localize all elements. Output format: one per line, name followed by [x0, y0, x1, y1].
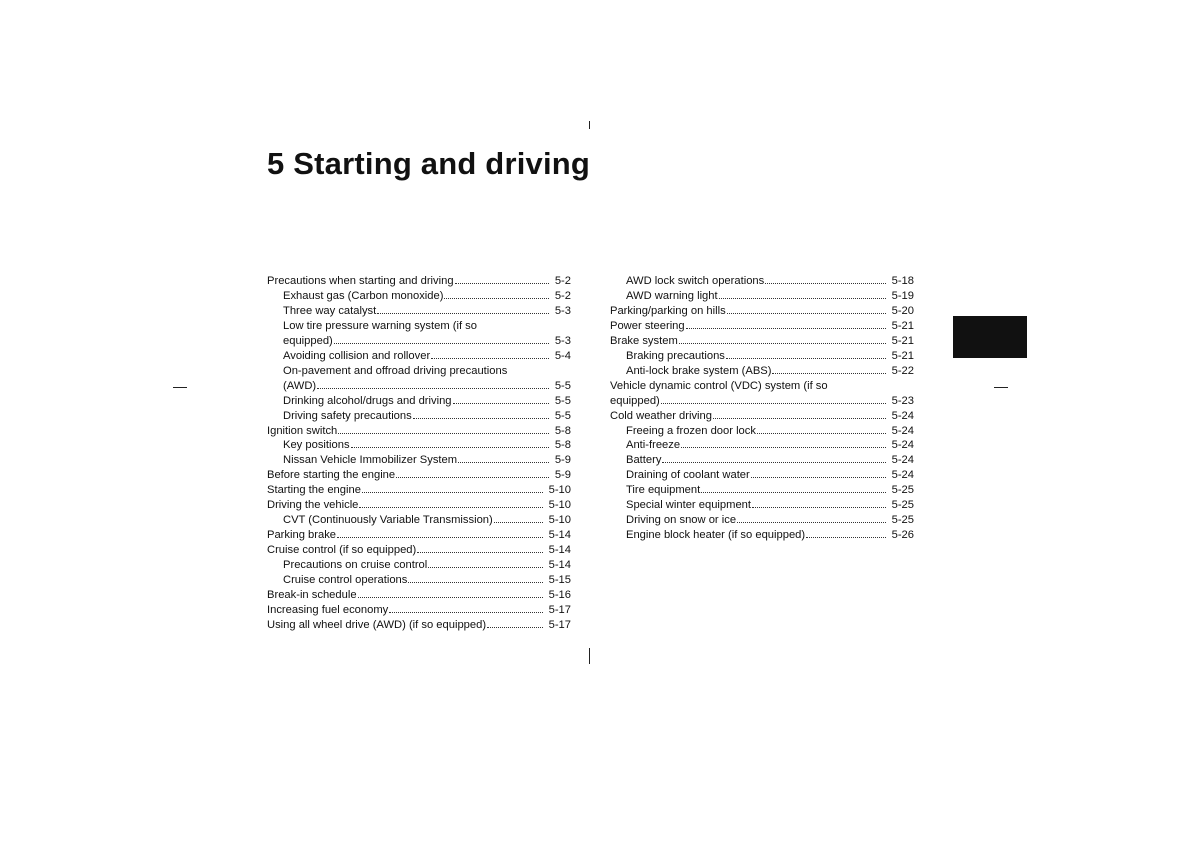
- toc-entry-page: 5-25: [891, 484, 914, 497]
- toc-dot-leader: [358, 597, 543, 598]
- toc-entry[interactable]: [267, 364, 571, 394]
- toc-entry-page: 5-17: [548, 603, 571, 616]
- toc-dot-leader: [679, 343, 886, 344]
- toc-entry-page: 5-9: [554, 469, 571, 482]
- toc-entry-title: Freeing a frozen door lock: [626, 424, 756, 437]
- toc-entry-title: Driving on snow or ice: [626, 514, 737, 527]
- toc-entry-title: AWD lock switch operations: [626, 275, 765, 287]
- toc-entry[interactable]: [610, 349, 914, 364]
- toc-entry-title: AWD warning light: [626, 289, 718, 302]
- toc-entry-page: 5-2: [554, 289, 571, 302]
- toc-entry-title: Driving the vehicle: [267, 499, 359, 512]
- toc-entry-title-first-line: On-pavement and offroad driving precautions: [283, 364, 508, 377]
- toc-entry-page: 5-20: [891, 304, 914, 317]
- toc-entry-title: Battery: [626, 454, 662, 467]
- toc-entry-page: 5-4: [554, 349, 571, 362]
- crop-mark-left: [173, 387, 187, 388]
- toc-dot-leader: [727, 313, 886, 314]
- toc-entry[interactable]: [267, 453, 571, 468]
- toc-entry[interactable]: [267, 483, 571, 498]
- toc-entry-title: Cruise control (if so equipped): [267, 544, 417, 557]
- toc-entry[interactable]: [267, 274, 571, 289]
- toc-entry[interactable]: [610, 468, 914, 483]
- toc-entry[interactable]: [267, 558, 571, 573]
- toc-entry[interactable]: [267, 304, 571, 319]
- toc-entry-title: Cruise control operations: [283, 574, 408, 587]
- toc-entry[interactable]: [267, 588, 571, 603]
- toc-entry-title: Using all wheel drive (AWD) (if so equipped): [267, 618, 487, 631]
- toc-entry-title: Brake system: [610, 334, 678, 347]
- chapter-tab-marker: [953, 316, 1027, 358]
- toc-dot-leader: [428, 567, 542, 568]
- toc-entry[interactable]: [267, 319, 571, 349]
- toc-entry[interactable]: [610, 483, 914, 498]
- toc-entry[interactable]: [610, 319, 914, 334]
- toc-entry[interactable]: [267, 349, 571, 364]
- toc-entry-title: Parking brake: [267, 529, 337, 542]
- toc-dot-leader: [362, 492, 543, 493]
- toc-entry[interactable]: [610, 334, 914, 349]
- toc-dot-leader: [396, 477, 549, 478]
- toc-entry-title: Anti-freeze: [626, 439, 681, 452]
- toc-entry-page: 5-14: [548, 544, 571, 557]
- toc-entry-page: 5-9: [554, 454, 571, 467]
- toc-entry[interactable]: [610, 379, 914, 409]
- toc-entry[interactable]: [267, 468, 571, 483]
- toc-entry-page: 5-25: [891, 499, 914, 512]
- toc-entry[interactable]: [267, 618, 571, 633]
- toc-entry[interactable]: [267, 438, 571, 453]
- toc-dot-leader: [661, 403, 886, 404]
- toc-entry-title: Braking precautions: [626, 349, 725, 362]
- toc-entry-page: 5-26: [891, 529, 914, 542]
- toc-entry-title-first-line: Low tire pressure warning system (if so: [283, 319, 477, 332]
- toc-entry-title: Key positions: [283, 439, 350, 452]
- toc-dot-leader: [389, 612, 542, 613]
- toc-entry[interactable]: [267, 528, 571, 543]
- toc-entry-title: Break-in schedule: [267, 589, 357, 602]
- toc-entry-page: 5-19: [891, 289, 914, 302]
- toc-entry-title: Special winter equipment: [626, 499, 751, 512]
- toc-dot-leader: [772, 373, 885, 374]
- toc-entry-page: 5-8: [554, 439, 571, 452]
- toc-dot-leader: [681, 447, 885, 448]
- toc-entry-title: Precautions when starting and driving: [267, 275, 454, 287]
- toc-dot-leader: [806, 537, 885, 538]
- toc-entry-page: 5-23: [891, 394, 914, 407]
- toc-entry[interactable]: [267, 424, 571, 439]
- toc-dot-leader: [338, 433, 549, 434]
- toc-dot-leader: [713, 418, 886, 419]
- toc-entry[interactable]: [610, 364, 914, 379]
- toc-entry-title: Tire equipment: [626, 484, 701, 497]
- toc-dot-leader: [494, 522, 543, 523]
- toc-entry[interactable]: [610, 409, 914, 424]
- toc-entry-page: 5-21: [891, 319, 914, 332]
- toc-entry-page: 5-10: [548, 484, 571, 497]
- toc-entry-title: Three way catalyst: [283, 304, 377, 317]
- crop-mark-top: [589, 121, 590, 129]
- toc-entry-page: 5-24: [891, 439, 914, 452]
- toc-entry[interactable]: [610, 304, 914, 319]
- toc-entry[interactable]: [610, 513, 914, 528]
- toc-entry[interactable]: [267, 394, 571, 409]
- toc-entry-page: 5-21: [891, 349, 914, 362]
- toc-entry-title: Anti-lock brake system (ABS): [626, 364, 772, 377]
- toc-entry[interactable]: [610, 438, 914, 453]
- toc-entry-title: equipped): [610, 394, 660, 407]
- toc-dot-leader: [757, 433, 886, 434]
- toc-entry-page: 5-10: [548, 499, 571, 512]
- toc-entry-page: 5-14: [548, 529, 571, 542]
- toc-dot-leader: [719, 298, 886, 299]
- toc-entry-title: Starting the engine: [267, 484, 361, 497]
- toc-entry-page: 5-3: [554, 334, 571, 347]
- toc-entry[interactable]: [267, 573, 571, 588]
- toc-dot-leader: [726, 358, 886, 359]
- toc-dot-leader: [431, 358, 549, 359]
- crop-mark-right: [994, 387, 1008, 388]
- chapter-title: 5 Starting and driving: [267, 146, 591, 181]
- toc-entry-page: 5-15: [548, 574, 571, 587]
- toc-entry-page: 5-5: [554, 394, 571, 407]
- toc-entry-title: Exhaust gas (Carbon monoxide): [283, 289, 444, 302]
- toc-entry[interactable]: [267, 543, 571, 558]
- toc-entry-page: 5-25: [891, 514, 914, 527]
- toc-dot-leader: [359, 507, 542, 508]
- toc-entry[interactable]: [610, 453, 914, 468]
- toc-entry-title: Avoiding collision and rollover: [283, 349, 431, 362]
- toc-entry-title: CVT (Continuously Variable Transmission): [283, 514, 493, 527]
- toc-entry[interactable]: [267, 409, 571, 424]
- toc-entry[interactable]: [267, 498, 571, 513]
- toc-entry-page: 5-21: [891, 334, 914, 347]
- toc-entry-page: 5-22: [891, 364, 914, 377]
- toc-entry-title: Drinking alcohol/drugs and driving: [283, 394, 452, 407]
- toc-entry-page: 5-14: [548, 559, 571, 572]
- toc-entry[interactable]: [267, 603, 571, 618]
- toc-dot-leader: [701, 492, 885, 493]
- toc-dot-leader: [751, 477, 886, 478]
- toc-entry-title: Ignition switch: [267, 424, 338, 437]
- toc-entry-title: Nissan Vehicle Immobilizer System: [283, 454, 458, 467]
- toc-column-right: [610, 274, 914, 543]
- toc-entry-title: Draining of coolant water: [626, 469, 750, 482]
- toc-entry-title: Before starting the engine: [267, 469, 396, 482]
- toc-dot-leader: [487, 627, 543, 628]
- toc-entry-title: Precautions on cruise control: [283, 559, 428, 572]
- toc-dot-leader: [417, 552, 542, 553]
- toc-dot-leader: [752, 507, 886, 508]
- toc-entry[interactable]: [610, 424, 914, 439]
- crop-mark-bottom: [589, 648, 590, 664]
- toc-dot-leader: [317, 388, 549, 389]
- toc-entry-page: 5-2: [554, 275, 571, 287]
- toc-entry-title: Driving safety precautions: [283, 409, 412, 422]
- toc-dot-leader: [408, 582, 542, 583]
- toc-entry-title: Cold weather driving: [610, 409, 712, 422]
- toc-entry[interactable]: [610, 528, 914, 543]
- toc-dot-leader: [686, 328, 886, 329]
- toc-dot-leader: [737, 522, 886, 523]
- toc-dot-leader: [458, 462, 549, 463]
- toc-dot-leader: [413, 418, 549, 419]
- toc-entry-title-first-line: Vehicle dynamic control (VDC) system (if so: [610, 379, 828, 392]
- toc-entry-title: Engine block heater (if so equipped): [626, 529, 806, 542]
- toc-entry[interactable]: [267, 513, 571, 528]
- toc-entry-page: 5-24: [891, 424, 914, 437]
- toc-dot-leader: [377, 313, 549, 314]
- toc-entry-title: (AWD): [283, 379, 317, 392]
- toc-entry[interactable]: [610, 498, 914, 513]
- toc-dot-leader: [334, 343, 549, 344]
- toc-dot-leader: [444, 298, 548, 299]
- toc-entry-page: 5-5: [554, 379, 571, 392]
- toc-entry[interactable]: [267, 289, 571, 304]
- toc-dot-leader: [453, 403, 549, 404]
- toc-entry-page: 5-3: [554, 304, 571, 317]
- toc-entry-page: 5-18: [891, 275, 914, 287]
- toc-entry-title: Parking/parking on hills: [610, 304, 726, 317]
- toc-dot-leader: [337, 537, 543, 538]
- toc-dot-leader: [455, 283, 549, 284]
- toc-entry-title: equipped): [283, 334, 333, 347]
- toc-dot-leader: [765, 283, 885, 284]
- toc-entry[interactable]: [610, 274, 914, 289]
- toc-entry-page: 5-8: [554, 424, 571, 437]
- toc-entry-page: 5-10: [548, 514, 571, 527]
- toc-entry-page: 5-17: [548, 618, 571, 631]
- toc-entry-page: 5-24: [891, 469, 914, 482]
- toc-entry-title: Power steering: [610, 319, 685, 332]
- toc-entry[interactable]: [610, 289, 914, 304]
- toc-entry-page: 5-16: [548, 589, 571, 602]
- toc-dot-leader: [351, 447, 549, 448]
- toc-dot-leader: [662, 462, 885, 463]
- toc-entry-page: 5-5: [554, 409, 571, 422]
- toc-column-left: [267, 274, 571, 633]
- toc-entry-page: 5-24: [891, 454, 914, 467]
- toc-entry-title: Increasing fuel economy: [267, 603, 389, 616]
- toc-entry-page: 5-24: [891, 409, 914, 422]
